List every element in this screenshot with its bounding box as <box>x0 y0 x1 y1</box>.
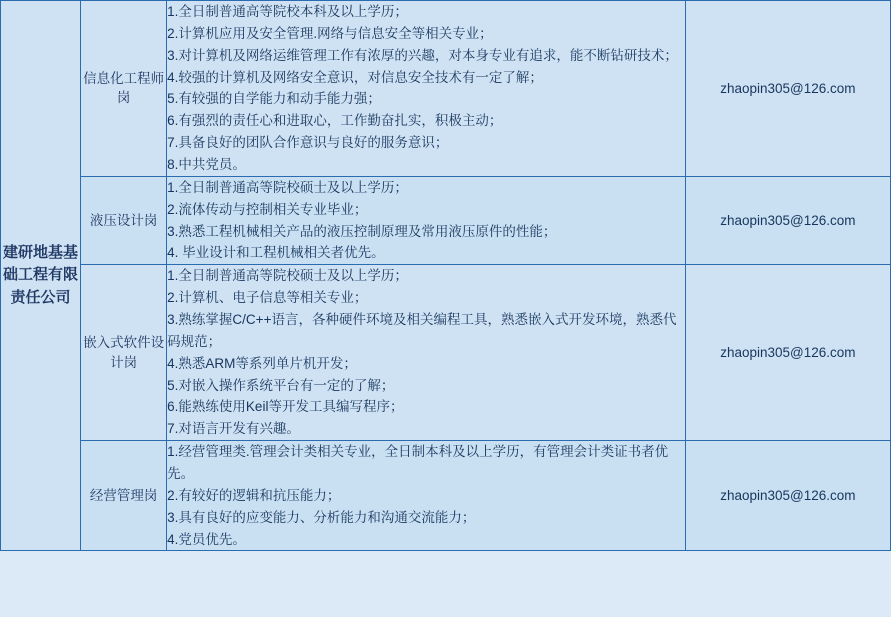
table-row <box>1 176 891 264</box>
requirements-cell <box>167 1 686 177</box>
requirements-cell <box>167 176 686 264</box>
table-row <box>1 441 891 551</box>
requirement-line: 7.对语言开发有兴趣。 <box>167 421 300 437</box>
requirement-line: 1.经营管理类.管理会计类相关专业，全日制本科及以上学历，有管理会计类证书者优先。 <box>167 444 669 482</box>
requirement-line: 5.有较强的自学能力和动手能力强； <box>167 91 381 107</box>
requirement-line: 4.党员优先。 <box>167 531 246 547</box>
requirement-line: 3.具有良好的应变能力、分析能力和沟通交流能力； <box>167 509 476 525</box>
requirement-line: 3.熟练掌握C/C++语言，各种硬件环境及相关编程工具，熟悉嵌入式开发环境，熟悉代码规范； <box>167 312 677 349</box>
requirement-line: 3.对计算机及网络运维管理工作有浓厚的兴趣，对本身专业有追求，能不断钻研技术； <box>167 47 678 63</box>
requirement-line: 8.中共党员。 <box>167 157 246 173</box>
requirement-line: 1.全日制普通高等院校本科及以上学历； <box>167 4 408 19</box>
requirements-cell <box>167 265 686 441</box>
post-name-cell: 液压设计岗 <box>81 176 167 264</box>
requirement-line: 3.熟悉工程机械相关产品的液压控制原理及常用液压原件的性能； <box>167 223 557 239</box>
requirement-line: 4. 毕业设计和工程机械相关者优先。 <box>167 245 385 261</box>
requirement-line: 2.流体传动与控制相关专业毕业； <box>167 201 368 217</box>
post-name-cell: 嵌入式软件设计岗 <box>81 265 167 441</box>
requirement-line: 5.对嵌入操作系统平台有一定的了解； <box>167 377 395 393</box>
requirement-line: 1.全日制普通高等院校硕士及以上学历； <box>167 268 408 284</box>
email-cell: zhaopin305@126.com <box>685 176 890 264</box>
post-name-cell: 信息化工程师岗 <box>81 1 167 177</box>
post-name-cell: 经营管理岗 <box>81 441 167 551</box>
table-body <box>1 1 891 551</box>
email-cell: zhaopin305@126.com <box>685 265 890 441</box>
requirement-line: 4.熟悉ARM等系列单片机开发； <box>167 355 357 371</box>
requirement-line: 2.有较好的逻辑和抗压能力； <box>167 487 341 503</box>
table-row <box>1 1 891 177</box>
requirement-line: 4.较强的计算机及网络安全意识，对信息安全技术有一定了解； <box>167 69 543 85</box>
company-name-cell: 建研地基基础工程有限责任公司 <box>1 1 81 551</box>
requirement-line: 6.能熟练使用Keil等开发工具编写程序； <box>167 399 404 415</box>
requirement-line: 6.有强烈的责任心和进取心，工作勤奋扎实，积极主动； <box>167 113 503 129</box>
requirement-line: 7.具备良好的团队合作意识与良好的服务意识； <box>167 135 449 151</box>
requirement-line: 2.计算机应用及安全管理.网络与信息安全等相关专业； <box>167 25 493 41</box>
table-row <box>1 265 891 441</box>
requirement-line: 1.全日制普通高等院校硕士及以上学历； <box>167 179 408 195</box>
email-cell: zhaopin305@126.com <box>685 1 890 177</box>
email-cell: zhaopin305@126.com <box>685 441 890 551</box>
requirements-cell <box>167 441 686 551</box>
requirement-line: 2.计算机、电子信息等相关专业； <box>167 290 368 306</box>
